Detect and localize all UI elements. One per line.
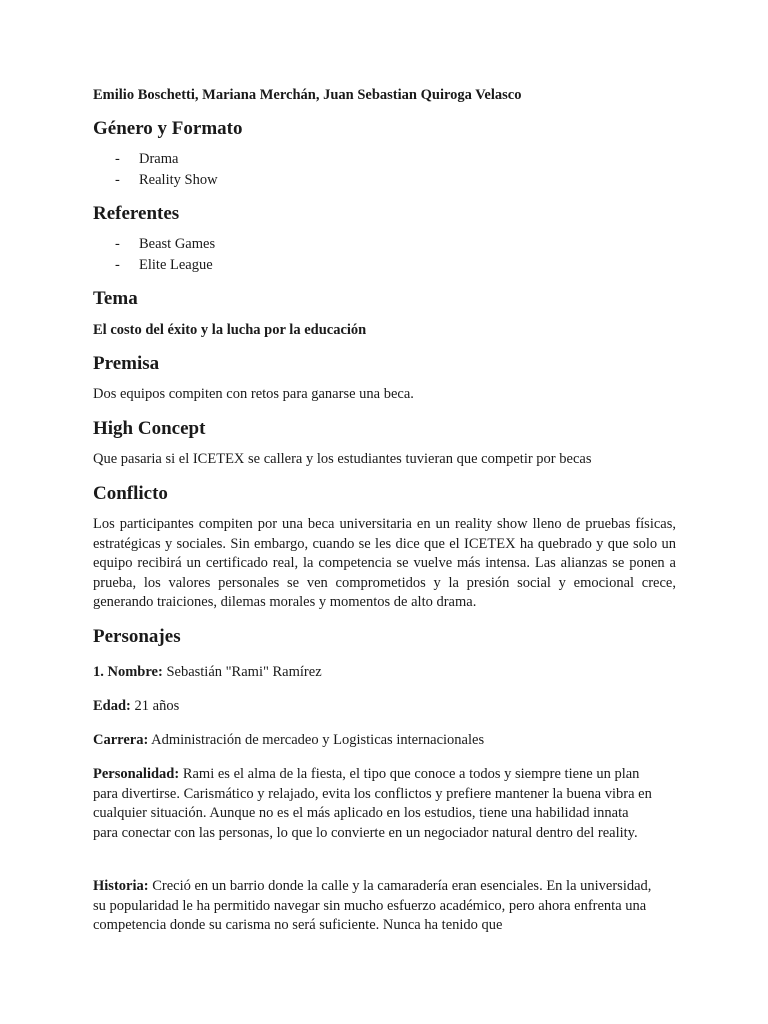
heading-personajes: Personajes	[93, 626, 181, 647]
list-dash: -	[115, 236, 120, 252]
list-item-text: Beast Games	[139, 236, 216, 252]
field-label: Personalidad:	[93, 766, 180, 782]
list-dash: -	[115, 171, 120, 188]
section-conflicto	[93, 482, 676, 613]
list-item	[93, 149, 676, 170]
list-dash: -	[115, 256, 120, 273]
high-concept-text: Que pasaria si el ICETEX se callera y los estudiantes tuvieran que competir por becas	[93, 451, 592, 467]
field-label: 1. Nombre:	[93, 664, 163, 680]
section-genero	[93, 117, 676, 190]
conflicto-text: Los participantes compiten por una beca universitaria en un reality show lleno de pruebas físicas, estratégicas y sociales. Sin embargo, cuando se les dice que el ICETEX ha quebrado y que solo un equipo recibirá un certificado real, la competencia se vuelve más intensa. Las alianzas se ponen a prueba, los valores personales se ven comprometidos y la presión social y emocional crece, generando traiciones, dilemas morales y momentos de alto drama.	[93, 516, 676, 611]
heading-referentes: Referentes	[93, 203, 180, 224]
list-item	[93, 170, 676, 191]
list-item	[93, 255, 676, 276]
field-value: Sebastián "Rami" Ramírez	[166, 664, 322, 680]
heading-high-concept: High Concept	[93, 418, 206, 439]
character-name-field	[93, 663, 653, 683]
list-item-text: Reality Show	[139, 171, 218, 188]
section-tema	[93, 287, 676, 340]
section-personajes	[93, 625, 676, 649]
section-high-concept	[93, 417, 676, 470]
section-referentes	[93, 202, 676, 275]
tema-text: El costo del éxito y la lucha por la educación	[93, 322, 367, 338]
authors-line: Emilio Boschetti, Mariana Merchán, Juan Sebastian Quiroga Velasco	[93, 87, 522, 103]
field-value: Administración de mercadeo y Logisticas internacionales	[151, 732, 485, 748]
field-value: 21 años	[134, 698, 180, 714]
field-value: Rami es el alma de la fiesta, el tipo que conoce a todos y siempre tiene un plan para divertirse. Carismático y relajado, evita los conflictos y prefiere mantener la buena vibra en cualquier situación. Aunque no es el más aplicado en los estudios, tiene una habilidad innata para conectar con las personas, lo que lo convierte en un negociador natural dentro del reality.	[93, 766, 652, 842]
list-item	[93, 234, 676, 255]
heading-conflicto: Conflicto	[93, 483, 168, 504]
field-label: Edad:	[93, 698, 131, 714]
genero-list	[93, 149, 676, 190]
heading-genero: Género y Formato	[93, 118, 243, 139]
heading-tema: Tema	[93, 288, 138, 309]
field-value: Creció en un barrio donde la calle y la camaradería eran esenciales. En la universidad, su popularidad le ha permitido navegar sin mucho esfuerzo académico, pero ahora enfrenta una competencia donde su carisma no será suficiente. Nunca ha tenido que	[93, 878, 652, 934]
field-label: Historia:	[93, 878, 149, 894]
list-dash: -	[115, 151, 120, 167]
premisa-text: Dos equipos compiten con retos para ganarse una beca.	[93, 386, 414, 402]
section-premisa	[93, 352, 676, 405]
field-label: Carrera:	[93, 732, 149, 748]
list-item-text: Elite League	[139, 256, 213, 273]
heading-premisa: Premisa	[93, 353, 160, 374]
character-career-field	[93, 731, 653, 751]
list-item-text: Drama	[139, 151, 179, 167]
referentes-list	[93, 234, 676, 275]
character-history-field	[93, 877, 653, 936]
character-age-field	[93, 697, 653, 717]
character-personality-field	[93, 765, 653, 844]
